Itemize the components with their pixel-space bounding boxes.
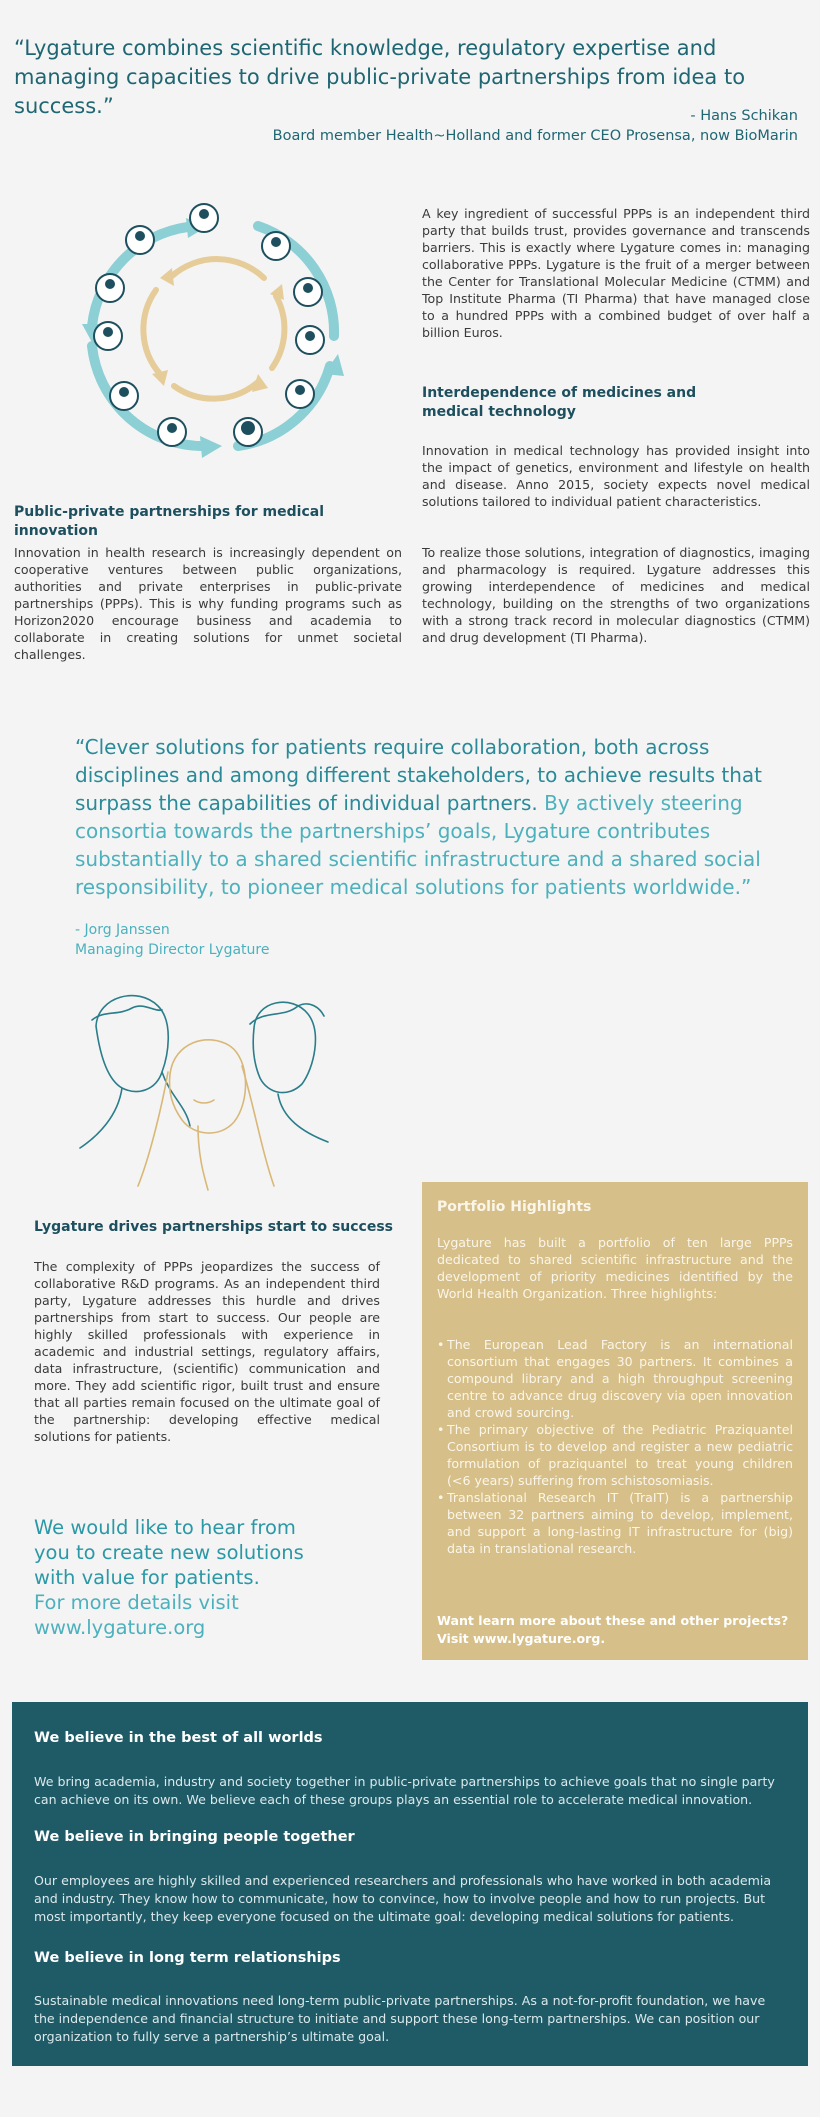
belief-body-bringing-people-together: Our employees are highly skilled and experienced researchers and professionals who have worked in both academia and industry. They know how to communicate, how to convince, how to involve people and how to run projects. But most importantly, they keep everyone focused on the ultimate goal: developing medical solutions for patients.: [34, 1873, 772, 1924]
middle-quote: [75, 733, 795, 901]
belief-heading-best-of-all-worlds: We believe in the best of all worlds: [34, 1730, 323, 1746]
top-quote-author-role: Board member Health~Holland and former CEO Prosensa, now BioMarin: [272, 128, 798, 144]
contact-callout: [34, 1515, 334, 1640]
belief-heading-long-term-relationships: We believe in long term relationships: [34, 1950, 341, 1966]
interdependence-heading-line2: medical technology: [422, 404, 576, 420]
contact-line-1: We would like to hear from: [34, 1516, 296, 1539]
portfolio-item-trait: • Translational Research IT (TraIT) is a partnership between 32 partners aiming to develop, implement, and support a long-lasting IT infrastructure for (big) data in translational research.: [437, 1489, 793, 1557]
drives-paragraph: The complexity of PPPs jeopardizes the success of collaborative R&D programs. As an independent third party, Lygature addresses this hurdle and drives partnerships from start to success. Our people are highly skilled professionals with experience in academic and industrial settings, regulatory affairs, data infrastructure, (scientific) communication and more. They add scientific rigor, built trust and ensure that all parties remain focused on the ultimate goal of the partnership: developing effective medical solutions for patients.: [34, 1259, 380, 1444]
middle-quote-author-role: Managing Director Lygature: [75, 942, 270, 958]
interdependence-paragraph-1: Innovation in medical technology has provided insight into the impact of genetics, environment and lifestyle on health and disease. Anno 2015, society expects novel medical solutions tailored to individual patient characteristics.: [422, 443, 810, 509]
belief-body-best-of-all-worlds: We bring academia, industry and society together in public-private partnerships to achieve goals that no single party can achieve on its own. We believe each of these groups plays an essential role to accelerate medical innovation.: [34, 1774, 775, 1807]
ppp-heading: Public-private partnerships for medical innovation: [14, 504, 325, 539]
interdependence-heading-line1: Interdependence of medicines and: [422, 385, 697, 401]
drives-heading: Lygature drives partnerships start to success: [34, 1219, 393, 1235]
ppp-paragraph: Innovation in health research is increasingly dependent on cooperative ventures between public organizations, authorities and private enterprises in public-private partnerships (PPPs). This is why funding programs such as Horizon2020 encourage business and academia to collaborate in creating solutions for unmet societal challenges.: [14, 545, 402, 662]
middle-quote-lead: “Clever solutions for patients require collaboration, both across disciplines and among different stakeholders, to achieve results that surpass the capabilities of individual partners.: [75, 735, 762, 815]
belief-body-long-term-relationships: Sustainable medical innovations need long-term public-private partnerships. As a not-for-profit foundation, we have the independence and financial structure to initiate and support these long-term partnerships. We can position our organization to fully serve a partnership’s ultimate goal.: [34, 1993, 766, 2044]
collaboration-cycle-illustration: [68, 196, 360, 468]
portfolio-highlights-box: [422, 1182, 808, 1660]
portfolio-title: Portfolio Highlights: [437, 1199, 592, 1215]
beliefs-section: [12, 1702, 808, 2066]
contact-line-4: For more details visit: [34, 1591, 239, 1614]
portfolio-item-european-lead-factory: • The European Lead Factory is an international consortium that engages 30 partners. It combines a compound library and a high throughput screening centre to advance drug discovery via open innovation and crowd sourcing.: [437, 1336, 793, 1421]
interdependence-paragraph-2: To realize those solutions, integration of diagnostics, imaging and pharmacology is required. Lygature addresses this growing interdependence of medicines and medical technology, building on the strengths of two organizations with a strong track record in molecular diagnostics (CTMM) and drug development (TI Pharma).: [422, 545, 810, 645]
portfolio-cta-line1: Want learn more about these and other projects?: [437, 1613, 789, 1628]
top-quote-author: - Hans Schikan: [690, 108, 798, 124]
portfolio-intro: Lygature has built a portfolio of ten large PPPs dedicated to shared scientific infrastructure and the development of priority medicines identified by the World Health Organization. Three highlights:: [437, 1235, 793, 1301]
portfolio-item-pediatric-praziquantel: • The primary objective of the Pediatric Praziquantel Consortium is to develop and register a new pediatric formulation of praziquantel to treat young children (<6 years) suffering from schistosomiasis.: [437, 1421, 793, 1489]
belief-heading-bringing-people-together: We believe in bringing people together: [34, 1829, 355, 1845]
contact-website-link[interactable]: www.lygature.org: [34, 1616, 206, 1639]
contact-line-3: with value for patients.: [34, 1566, 260, 1589]
people-line-illustration: [78, 986, 338, 1192]
middle-quote-author: - Jorg Janssen: [75, 922, 170, 938]
portfolio-cta[interactable]: [437, 1612, 793, 1648]
portfolio-list: [437, 1336, 793, 1557]
interdependence-heading: [422, 384, 810, 422]
middle-quote-rest: By actively steering consortia towards the partnerships’ goals, Lygature contributes substantially to a shared scientific infrastructure and a shared social responsibility, to pioneer medical solutions for patients worldwide.”: [75, 791, 761, 899]
contact-line-2: you to create new solutions: [34, 1541, 304, 1564]
intro-right-paragraph: A key ingredient of successful PPPs is an independent third party that builds trust, provides governance and transcends barriers. This is exactly where Lygature comes in: managing collaborative PPPs. Lygature is the fruit of a merger between the Center for Translational Molecular Medicine (CTMM) and Top Institute Pharma (TI Pharma) that have managed close to a hundred PPPs with a combined budget of over half a billion Euros.: [422, 206, 810, 340]
middle-quote-attribution: [75, 920, 269, 960]
top-quote: “Lygature combines scientific knowledge, regulatory expertise and managing capacities to drive public-private partnerships from idea to success.”: [14, 36, 746, 118]
portfolio-cta-line2[interactable]: Visit www.lygature.org.: [437, 1631, 606, 1646]
